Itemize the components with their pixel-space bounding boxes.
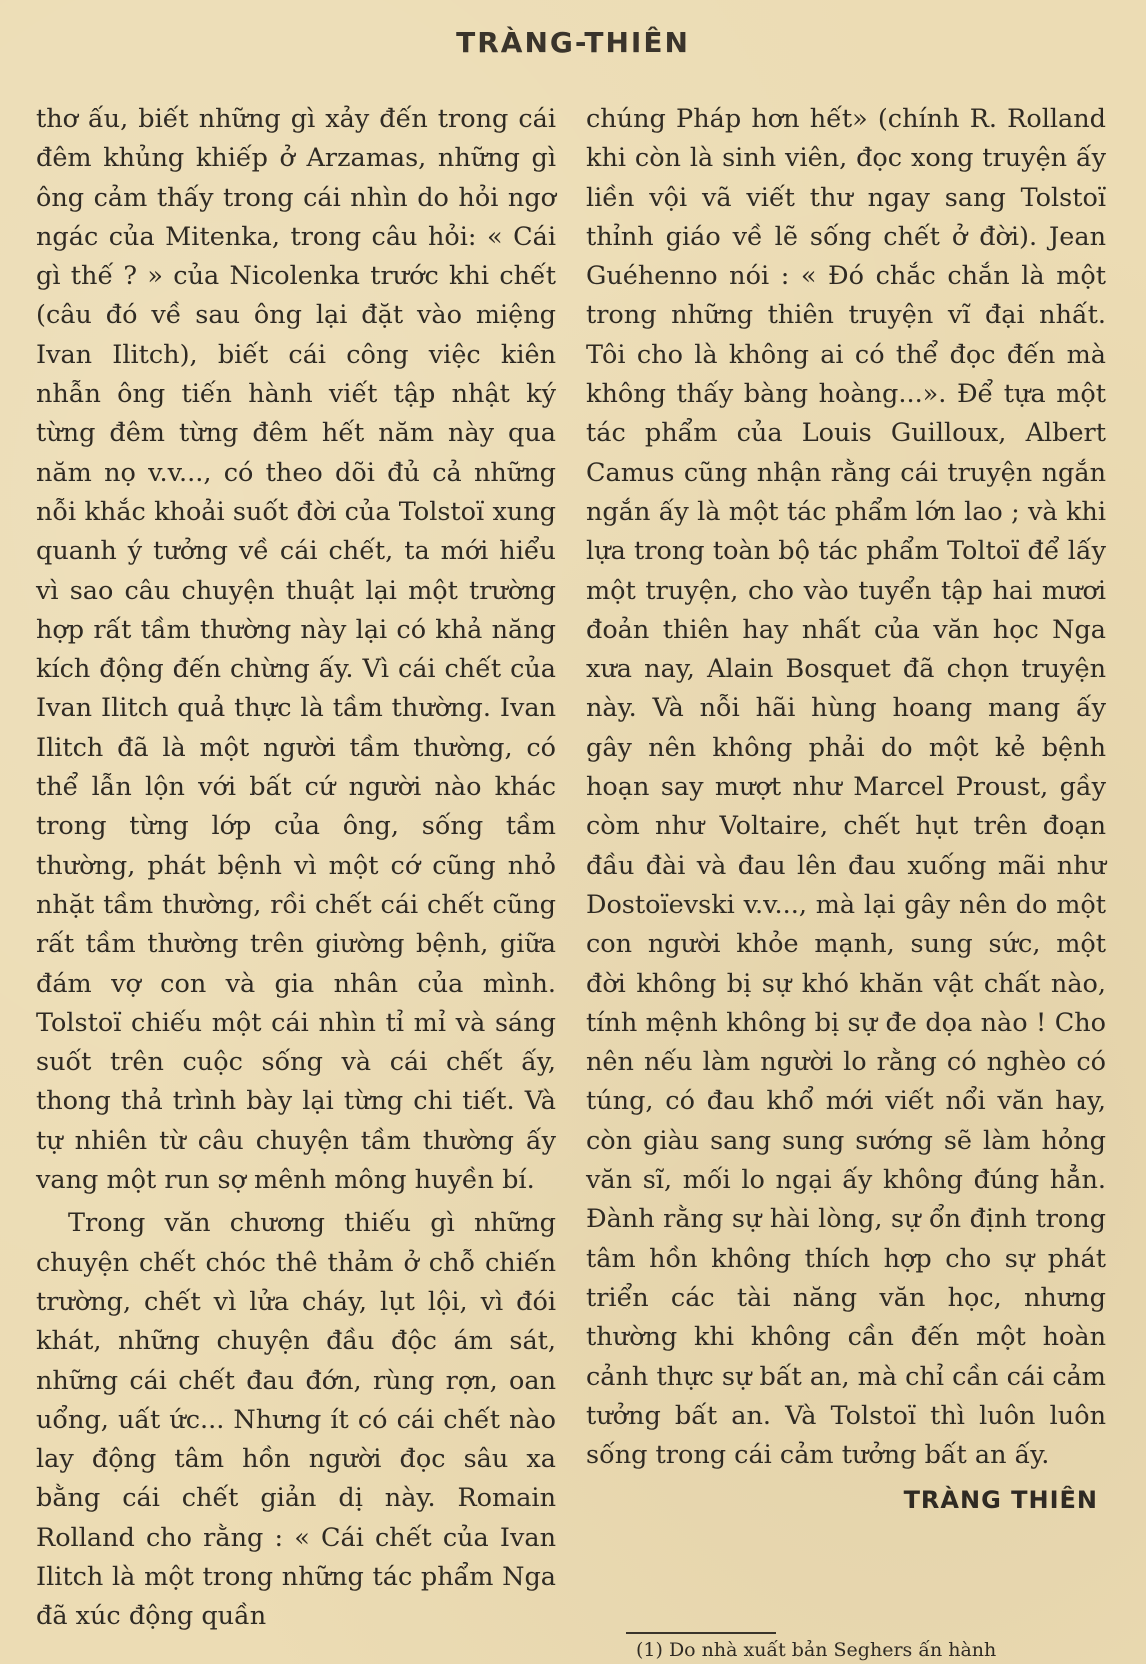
body-paragraph: thơ ấu, biết những gì xảy đến trong cái đêm khủng khiếp ở Arzamas, những gì ông cảm thấy trong cái nhìn do hỏi ngơ ngác của Mitenka, trong câu hỏi: « Cái gì thế ? » của Nicolenka trước khi chết (câu đó về sau ông lại đặt vào miệng Ivan Ilitch), biết cái công việc kiên nhẫn ông tiến hành viết tập nhật ký từng đêm từng đêm hết năm này qua năm nọ v.v..., có theo dõi đủ cả những nỗi khắc khoải suốt đời của Tolstoï xung quanh ý tưởng về cái chết, ta mới hiểu vì sao câu chuyện thuật lại một trường hợp rất tầm thường này lại có khả năng kích động đến chừng ấy. Vì cái chết của Ivan Ilitch quả thực là tầm thường. Ivan Ilitch đã là một người tầm thường, có thể lẫn lộn với bất cứ người nào khác trong từng lớp của ông, sống tầm thường, phát bệnh vì một cớ cũng nhỏ nhặt tầm thường, rồi chết cái chết cũng rất tầm thường trên giường bệnh, giữa đám vợ con và gia nhân của mình. Tolstoï chiếu một cái nhìn tỉ mỉ và sáng suốt trên cuộc sống và cái chết ấy, thong thả trình bày lại từng chi tiết. Và tự nhiên từ câu chuyện tầm thường ấy vang một run sợ mênh mông huyền bí. — [36, 104, 556, 1196]
footnote-divider — [626, 1632, 776, 1634]
footnote: (1) Do nhà xuất bản Seghers ấn hành — [636, 1639, 997, 1661]
running-header: TRÀNG-THIÊN — [456, 26, 690, 59]
body-paragraph: chúng Pháp hơn hết» (chính R. Rolland khi còn là sinh viên, đọc xong truyện ấy liền vội vã viết thư ngay sang Tolstoï thỉnh giáo về lẽ sống chết ở đời). Jean Guéhenno nói : « Đó chắc chắn là một trong những thiên truyện vĩ đại nhất. Tôi cho là không ai có thể đọc đến mà không thấy bàng hoàng...». Để tựa một tác phẩm của Louis Guilloux, Albert Camus cũng nhận rằng cái truyện ngắn ngắn ấy là một tác phẩm lớn lao ; và khi lựa trong toàn bộ tác phẩm Toltoï để lấy một truyện, cho vào tuyển tập hai mươi đoản thiên hay nhất của văn học Nga xưa nay, Alain Bosquet đã chọn truyện này. Và nỗi hãi hùng hoang mang ấy gây nên không phải do một kẻ bệnh hoạn say mượt như Marcel Proust, gầy còm như Voltaire, chết hụt trên đoạn đầu đài và đau lên đau xuống mãi như Dostoïevski v.v..., mà lại gây nên do một con người khỏe mạnh, sung sức, một đời không bị sự khó khăn vật chất nào, tính mệnh không bị sự đe dọa nào ! Cho nên nếu làm người lo rằng có nghèo có túng, có đau khổ mới viết nổi văn hay, còn giàu sang sung sướng sẽ làm hỏng văn sĩ, mối lo ngại ấy không đúng hẳn. Đành rằng sự hài lòng, sự ổn định trong tâm hồn không thích hợp cho sự phát triển các tài năng văn học, nhưng thường khi không cần đến một hoàn cảnh thực sự bất an, mà chỉ cần cái cảm tưởng bất an. Và Tolstoï thì luôn luôn sống trong cái cảm tưởng bất an ấy. — [586, 104, 1106, 1471]
body-paragraph: Trong văn chương thiếu gì những chuyện chết chóc thê thảm ở chỗ chiến trường, chết vì lửa cháy, lụt lội, vì đói khát, những chuyện đầu độc ám sát, những cái chết đau đớn, rùng rợn, oan uổng, uất ức... Nhưng ít có cái chết nào lay động tâm hồn người đọc sâu xa bằng cái chết giản dị này. Romain Rolland cho rằng : « Cái chết của Ivan Ilitch là một trong những tác phẩm Nga đã xúc động quần — [36, 1208, 556, 1632]
author-signature: TRÀNG THIÊN — [903, 1486, 1098, 1515]
right-column — [586, 100, 1106, 1521]
left-column — [36, 100, 556, 1637]
